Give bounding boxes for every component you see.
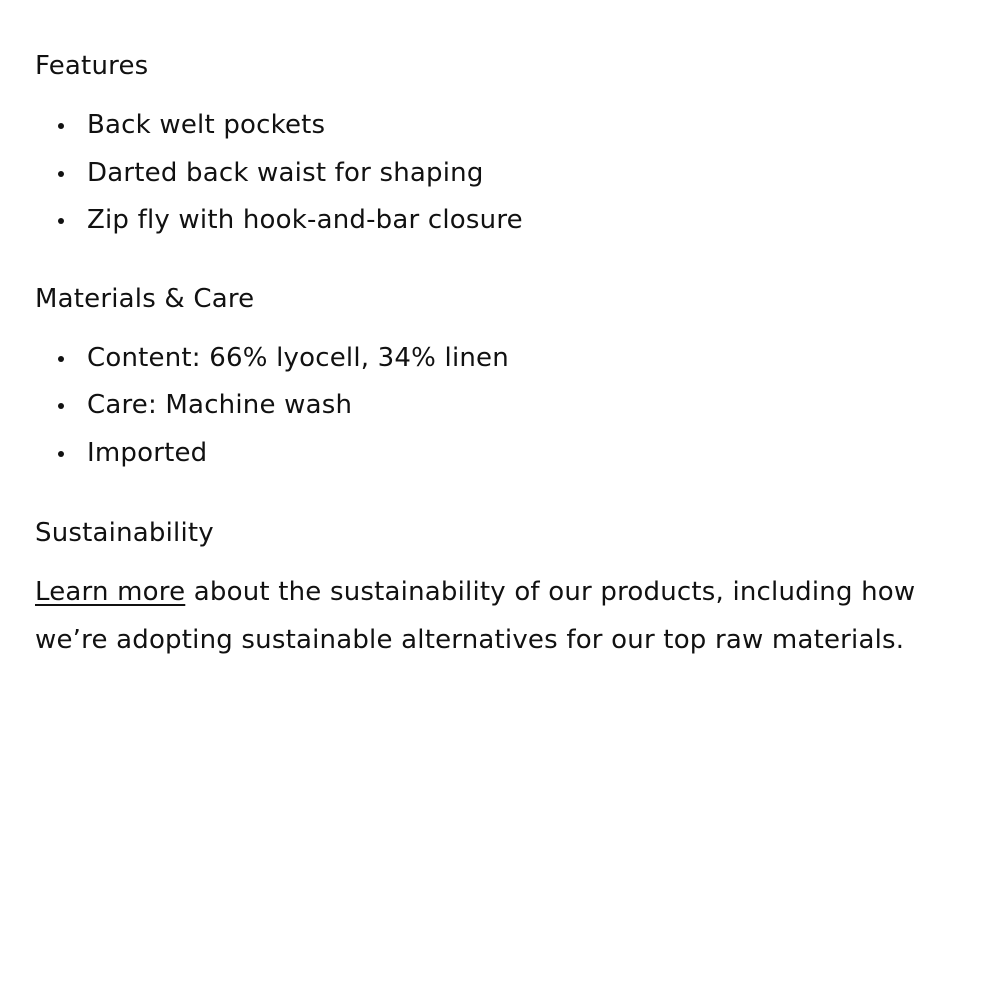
list-item-text: Zip fly with hook-and-bar closure (87, 205, 523, 235)
sustainability-heading: Sustainability (35, 518, 214, 548)
materials-care-section (35, 281, 965, 478)
materials-list (35, 335, 965, 478)
list-item-text: Back welt pockets (87, 110, 326, 140)
learn-more-link[interactable]: Learn more (35, 577, 186, 607)
bullet-icon (58, 451, 64, 457)
list-item-text: Content: 66% lyocell, 34% linen (87, 342, 509, 373)
sustainability-text: about the sustainability of our products, including how we’re adopting sustainable alternatives for our top raw materials. (35, 577, 916, 655)
bullet-icon (58, 218, 64, 224)
list-item-text: Care: Machine wash (87, 390, 353, 420)
list-item (35, 197, 965, 245)
materials-care-heading: Materials & Care (35, 283, 255, 314)
list-item (35, 335, 965, 383)
list-item (35, 102, 965, 150)
features-heading: Features (35, 51, 149, 81)
list-item (35, 150, 965, 198)
bullet-icon (58, 356, 64, 362)
features-list (35, 102, 965, 245)
list-item (35, 382, 965, 430)
bullet-icon (58, 171, 64, 177)
bullet-icon (58, 123, 64, 129)
bullet-icon (58, 403, 64, 409)
list-item-text: Darted back waist for shaping (87, 157, 484, 188)
sustainability-section (35, 515, 965, 664)
sustainability-paragraph (35, 569, 965, 664)
list-item-text: Imported (87, 437, 208, 468)
features-section (35, 48, 965, 245)
list-item (35, 430, 965, 478)
